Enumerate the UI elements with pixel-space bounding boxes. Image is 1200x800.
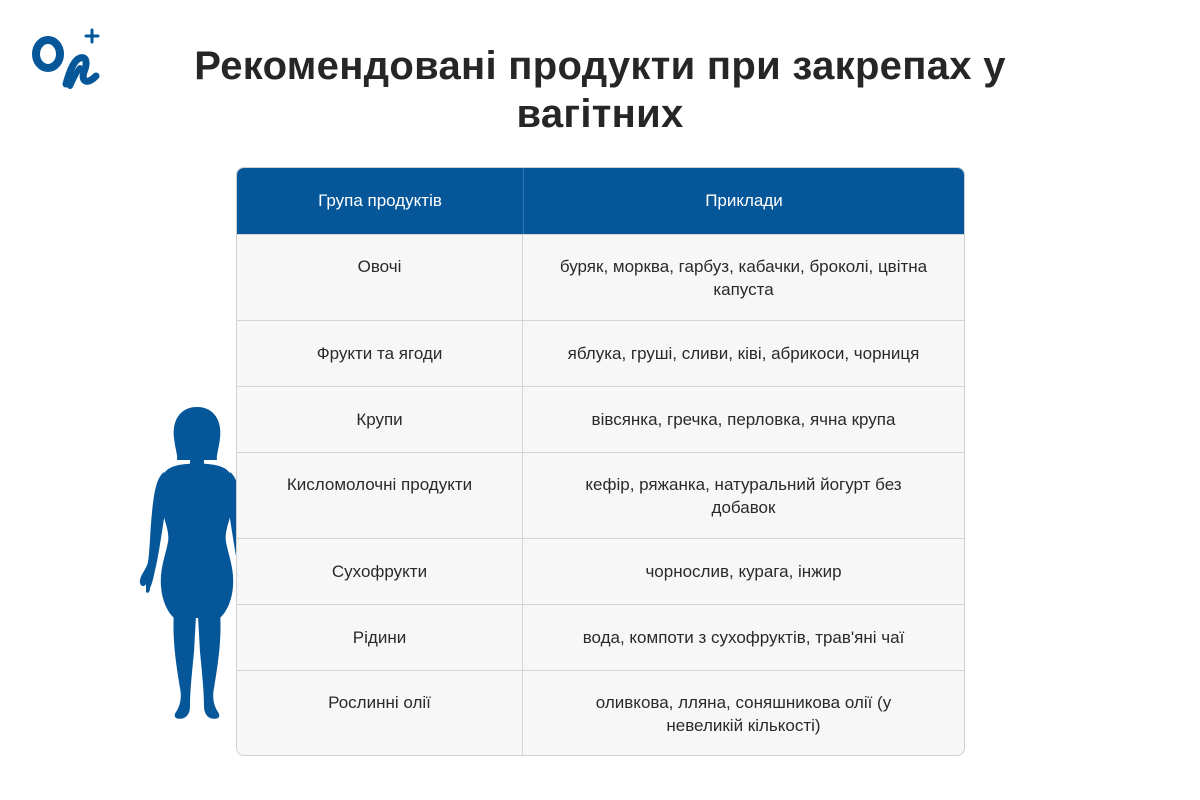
header-product-group: Група продуктів (237, 168, 524, 234)
cell-examples: чорнослив, курага, інжир (645, 562, 842, 581)
cell-group: Рослинні олії (237, 671, 523, 756)
table-header (237, 168, 964, 234)
table-row (237, 452, 964, 538)
brand-logo (30, 28, 106, 94)
cell-examples: буряк, морква, гарбуз, кабачки, броколі, цвітна капуста (559, 257, 928, 299)
cell-group: Крупи (237, 387, 523, 452)
cell-group: Рідини (237, 605, 523, 670)
header-examples: Приклади (705, 191, 783, 210)
table-row (237, 670, 964, 756)
table-row (237, 386, 964, 452)
cell-group: Сухофрукти (237, 539, 523, 604)
products-table (236, 167, 965, 756)
cell-examples: кефір, ряжанка, натуральний йогурт без добавок (585, 475, 902, 517)
cell-examples: яблука, груші, сливи, ківі, абрикоси, чорниця (567, 344, 920, 363)
table-row (237, 234, 964, 320)
cell-examples: вівсянка, гречка, перловка, ячна крупа (591, 410, 896, 429)
cell-examples: вода, компоти з сухофруктів, трав'яні чаї (582, 628, 905, 647)
table-row (237, 538, 964, 604)
page-title: Рекомендовані продукти при закрепах у вагітних (194, 44, 1006, 136)
table-row (237, 320, 964, 386)
table-row (237, 604, 964, 670)
cell-examples: оливкова, лляна, соняшникова олії (у невеликій кількості) (595, 693, 892, 735)
cell-group: Овочі (237, 235, 523, 320)
cell-group: Кисломолочні продукти (237, 453, 523, 538)
cell-group: Фрукти та ягоди (237, 321, 523, 386)
